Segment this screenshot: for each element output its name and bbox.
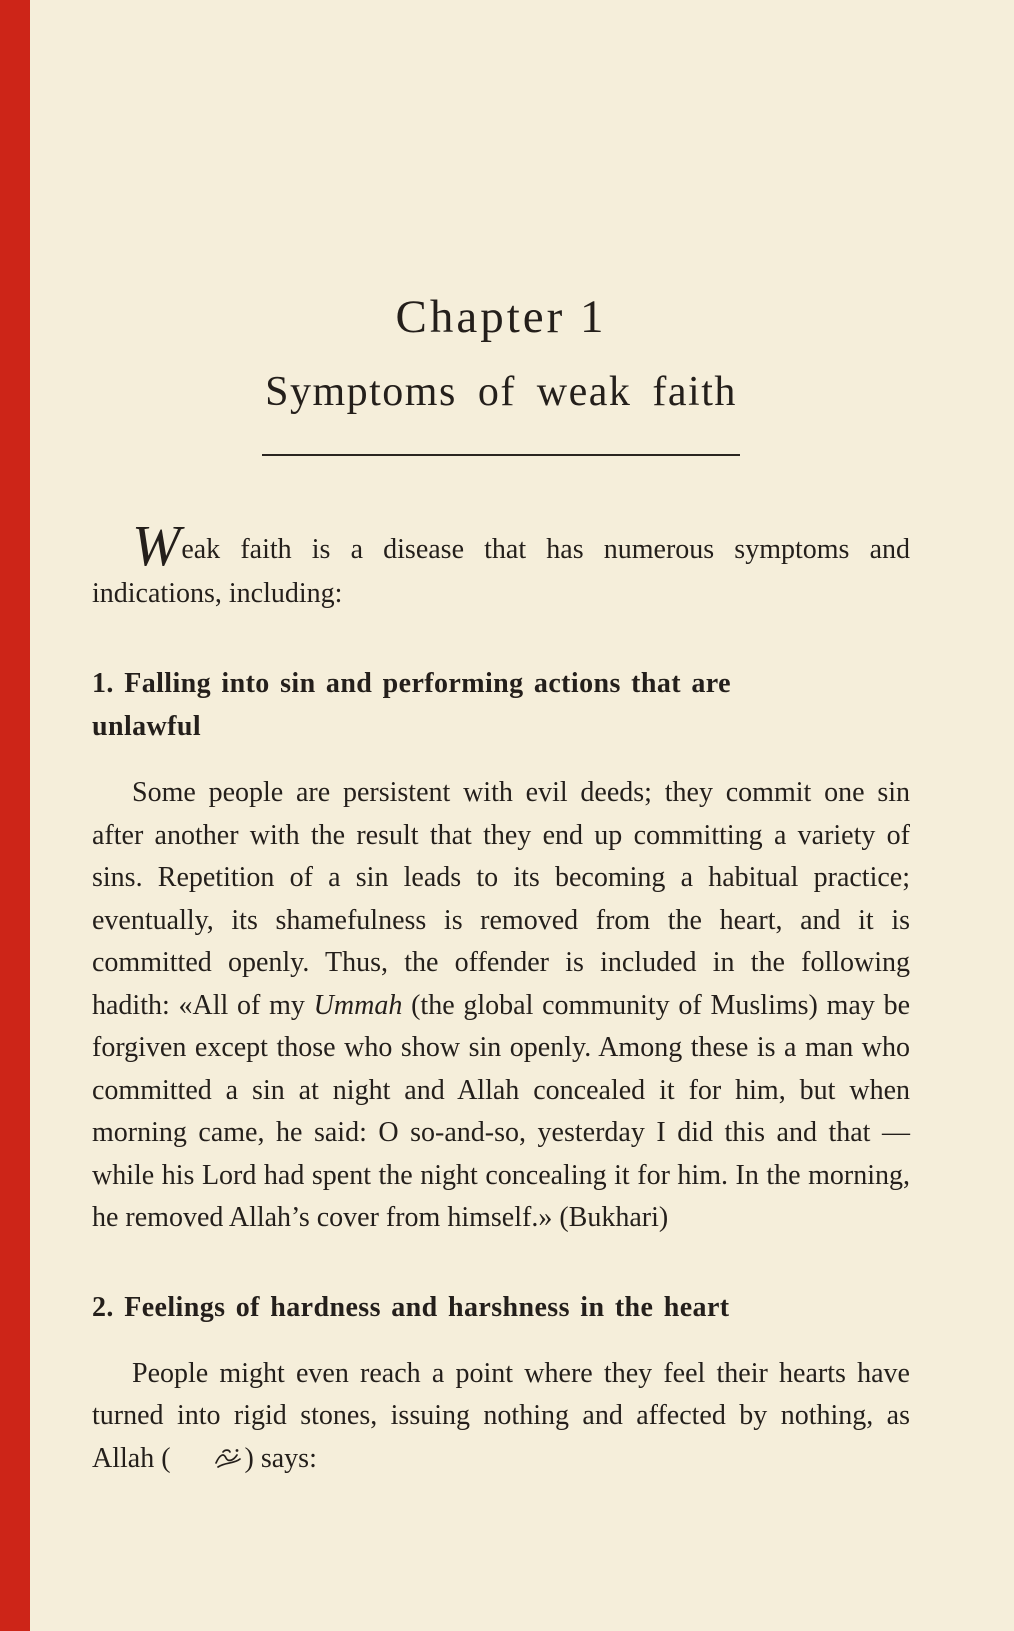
- chapter-title: Symptoms of weak faith: [265, 369, 737, 415]
- book-spine-edge: [0, 0, 30, 1631]
- page-content: [92, 0, 910, 1480]
- section-2-text-end: ) says:: [244, 1442, 317, 1474]
- chapter-number-heading: Chapter 1: [395, 291, 607, 343]
- term-ummah: Ummah: [313, 989, 403, 1021]
- section-1-paragraph: [92, 772, 910, 1240]
- intro-text: eak faith is a disease that has numerous symptoms and indications, including:: [92, 534, 910, 609]
- title-divider-rule: [262, 454, 740, 456]
- section-2-heading: 2. Feelings of hardness and harshness in the heart: [92, 1291, 730, 1323]
- section-2-text-start: People might even reach a point where they feel their hearts have turned into rigid stones, issuing nothing and affected by nothing, as Allah (: [92, 1357, 910, 1474]
- allah-honorific-icon: [171, 1438, 245, 1481]
- intro-paragraph: [92, 513, 910, 616]
- section-1-text-end: (the global community of Muslims) may be forgiven except those who show sin openly. Among these is a man who committed a sin at night and Allah concealed it for him, but when morning came, he said: O so-and-so, yesterday I did this and that — while his Lord had spent the night concealing it for him. In the morning, he removed Allah’s cover from himself.» (Bukhari): [92, 989, 910, 1233]
- decorative-initial-w: W: [132, 513, 182, 578]
- section-2-paragraph: [92, 1353, 910, 1481]
- section-1-heading: 1. Falling into sin and performing actions that are unlawful: [92, 668, 731, 742]
- section-1-text-start: Some people are persistent with evil deeds; they commit one sin after another with the result that they end up committing a variety of sins. Repetition of a sin leads to its becoming a habitual practice; eventually, its shamefulness is removed from the heart, and it is committed openly. Thus, the offender is included in the following hadith: «All of my: [92, 777, 910, 1021]
